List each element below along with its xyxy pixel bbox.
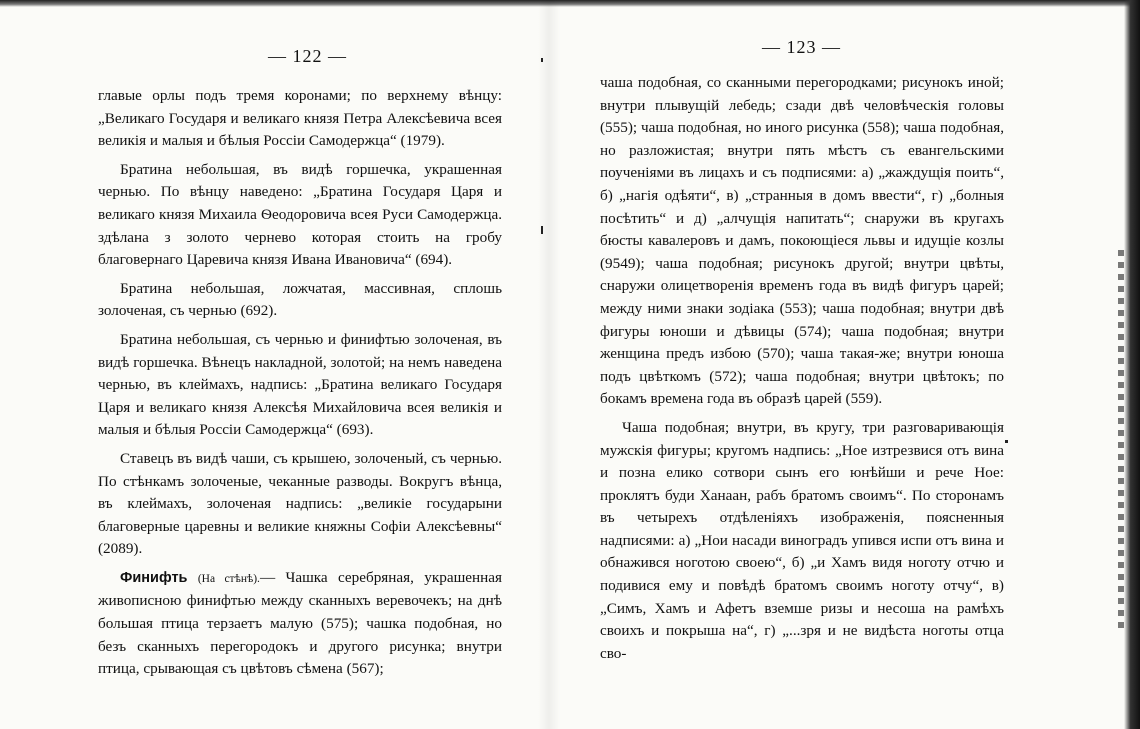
right-paragraph-2: Чаша подобная; внутри, въ кругу, три разговаривающія мужскія фигуры; кругомъ надпись: „Ное изтрезвися отъ вина и позна елико сотвори сынъ его юнѣйши и рече Ное: проклятъ буди Ханаан, рабъ братомъ своимъ“. По сторонамъ въ четырехъ отдѣленіяхъ изображенія, поясненныя надписями: а) „Нои насади виноградъ упився испи отъ вина и обнажився ноготою своею“, б) „и Хамъ видя ноготу отчю и подивися ему и повѣдѣ братомъ своимъ ноготу отчу“, в) „Симъ, Хамъ и Афетъ вземше ризы и несоша на рамѣхъ своихъ и покрыша на“, г) „...зря и не видѣста ноготы отца сво- bbox=[600, 418, 1004, 662]
left-paragraph-3: Братина небольшая, ложчатая, массивная, сплошь золоченая, съ чернью (692). bbox=[98, 279, 502, 320]
scan-speck bbox=[541, 226, 543, 234]
scan-right-edge bbox=[1124, 0, 1140, 729]
left-page-number: — 122 — bbox=[268, 46, 347, 66]
left-paragraph-4: Братина небольшая, съ чернью и финифтью золоченая, въ видѣ горшечка. Вѣнецъ накладной, золотой; на немъ наведена чернью, въ клеймахъ, надпись: „Братина великаго Государя Царя и великаго князя Алексѣя Михайловича всея великія и малыя и бѣлыя Россіи Самодержца“ (693). bbox=[98, 330, 502, 439]
right-page-number: — 123 — bbox=[762, 37, 841, 57]
left-paragraph-6-body: — Чашка серебряная, украшенная живописною финифтью между сканныхъ веревочекъ; на днѣ большая птица терзаетъ малую (575); чашка подобная, но безъ сканныхъ перегородокъ и другого рисунка; внутри птица, срывающая съ цвѣтовъ сѣмена (567); bbox=[98, 568, 502, 678]
scan-top-edge bbox=[0, 0, 1140, 7]
left-paragraph-2: Братина небольшая, въ видѣ горшечка, украшенная чернью. По вѣнцу наведено: „Братина Государя Царя и великаго князя Михаила Ѳеодоровича всея Руси Самодержца. здѣлана з золото чернево которая стоить на гробу благовернаго Царевича князя Ивана Ивановича“ (694). bbox=[98, 160, 502, 269]
right-page-text bbox=[600, 72, 1004, 665]
scan-right-edge-marks bbox=[1118, 250, 1124, 630]
left-paragraph-6 bbox=[98, 567, 502, 681]
section-note: (На стѣнѣ). bbox=[197, 572, 260, 585]
left-page-text bbox=[98, 85, 502, 681]
section-term-finift: Финифть bbox=[120, 569, 188, 586]
right-paragraph-1: чаша подобная, со сканными перегородками; рисунокъ иной; внутри плывущій лебедь; сзади двѣ человѣческія головы (555); чаша подобная, но иного рисунка (558); чаша подобная, но разложистая; внутри пять мѣстъ съ евангельскими поученіями въ лицахъ и съ подписями: а) „жаждущія поить“, б) „нагія одѣяти“, в) „странныя в домъ ввести“, г) „болныя посѣтить“ и д) „алчущія напитать“; снаружи въ кругахъ бюсты кавалеровъ и дамъ, покоющіеся львы и идущіе козлы (9549); чаша подобная; рисунокъ другой; внутри цвѣты, снаружи олицетворенія временъ года въ видѣ фигуръ царей; между ними знаки зодіака (553); чаша подобная; внутри двѣ фигуры юноши и дѣвицы (574); чаша подобная; внутри женщина предъ избою (570); чаша такая-же; внутри юноша подъ цвѣткомъ (572); чаша подобная; внутри цвѣтокъ; по бокамъ времена года въ образѣ царей (559). bbox=[600, 74, 1004, 408]
book-gutter bbox=[538, 0, 560, 729]
scan-speck bbox=[541, 58, 543, 62]
left-paragraph-1: главые орлы подъ тремя коронами; по верхнему вѣнцу: „Великаго Государя и великаго князя Петра Алексѣевича всея великія и малыя и бѣлыя Россіи Самодержца“ (1979). bbox=[98, 87, 502, 150]
scan-speck bbox=[1005, 440, 1008, 443]
left-paragraph-5: Ставецъ въ видѣ чаши, съ крышею, золоченый, съ чернью. По стѣнкамъ золоченые, чеканные разводы. Вокругъ вѣнца, въ клеймахъ, золоченая надпись: „великіе государыни благоверные царевны и великие княжны Софіи Алексѣевны“ (2089). bbox=[98, 449, 502, 558]
